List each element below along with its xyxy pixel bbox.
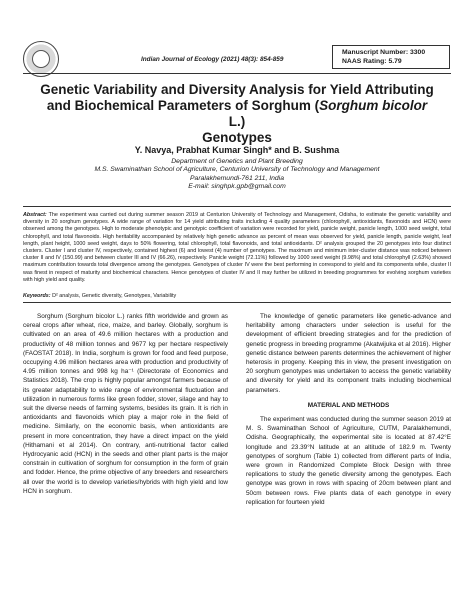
abstract-rule — [23, 206, 451, 207]
paper-title — [40, 82, 434, 146]
manuscript-info-box — [332, 45, 450, 69]
affiliation-department: Department of Genetics and Plant Breeding — [171, 158, 303, 165]
title-line-3: Genotypes — [202, 130, 272, 145]
keywords — [23, 293, 451, 300]
author-list: Y. Navya, Prabhat Kumar Singh* and B. Sushma — [134, 145, 340, 155]
methods-paragraph-1: The experiment was conducted during the summer season 2019 at M. S. Swaminathan School of Agriculture, CUTM, Paralakhemundi, Odisha. Geographically, the experimental site is located at 87.42°E longitude and 23.39°N latitude at an altitude of 182.9 m. Twenty genotypes of sorghum (Table 1) collected from different parts of India, were grown in Randomized Complete Block Design with three replications to study the genetic diversity among the genotypes. Each genotype was grown in rows with spacing of 20cm between plant and 50cm between rows. Five plants data of each genotype in every replication for fourteen yield — [246, 416, 451, 506]
header-rule — [23, 73, 451, 74]
title-line-1: Genetic Variability and Diversity Analysis for Yield Attributing — [40, 82, 434, 97]
keywords-rule — [23, 302, 451, 303]
affiliation-school: M.S. Swaminathan School of Agriculture, Centurion University of Technology and Management — [94, 166, 380, 174]
affiliation — [23, 158, 451, 191]
title-line-2-pre: and Biochemical Parameters of Sorghum ( — [46, 98, 320, 113]
affiliation-email: E-mail: singhpk.gpb@gmail.com — [188, 182, 286, 190]
journal-citation: Indian Journal of Ecology (2021) 48(3): 854-859 — [141, 56, 284, 63]
abstract — [23, 212, 451, 284]
keywords-text: D² analysis, Genetic diversity, Genotypes, Variability — [52, 293, 177, 299]
society-logo — [23, 41, 59, 77]
keywords-label: Keywords: — [23, 293, 51, 299]
body-column-left — [23, 312, 228, 496]
title-line-2-post: L.) — [228, 114, 246, 129]
logo-emblem — [32, 50, 50, 68]
title-species: Sorghum bicolor — [319, 98, 428, 113]
abstract-text: The experiment was carried out during summer season 2019 at Centurion University of Technology and Management, Odisha, to estimate the genetic variability and diversity in 20 sorghum genotypes. A wide range of variation for 14 yield attributing traits including 4 quality parameters (chlorophyll, antioxidants, flavonoids and HCN) were observed among the genotypes. High to moderate phenotypic and genotypic coefficient of variation were recorded for yield, panicle weight, panicle length, 1000 seed weight, total chlorophyll, and total flavonoids. High heritability accompanied by relatively high genetic advance as percent of mean was observed for yield, panicle length, panicle weight, leaf length, plant height, 1000 seed weight, days to 50% flowering, total chlorophyll, total flavonoids, and total antioxidants. D² analysis grouped the 20 genotypes into four distinct clusters. Cluster I and cluster IV, respectively, contained highest (6) and lowest (4) number of genotypes. The maximum and minimum inter-cluster distance was noticed between cluster II and IV (150.99) and between cluster III and IV (66.26), respectively. Panicle weight (72.11%) followed by 1000 seed weight (9.98%) and total chlorophyll (2.63%) showed maximum contribution towards total divergence among the genotypes. Genotypes of cluster IV were the best performing in correspond to yield and its components while, cluster II was finest in respect of maturity and biochemical characters. Hence genotypes of cluster IV and II may further be utilized in breeding programmes for evolving sorghum varieties with high yield and quality. — [23, 212, 452, 283]
intro-paragraph-1: Sorghum (Sorghum bicolor L.) ranks fifth worldwide and grown as cereal crops after wheat, rice, maize, and barley. Globally, sorghum is cultivated on an area of 49.6 million hectares with a production and productivity of 48 million tonnes and 9677 kg per hectare respectively (FAOSTAT 2018). In India, sorghum is grown for food and feed purpose, occupying 4.96 million hectares area with production and productivity of 4.95 million tonnes and 998 kg ha⁻¹ (Directorate of Economics and Statistics 2018). The crop is highly popular amongst farmers because of its greater adaptability to wide range of environmental fluctuation and utilization in numerous forms like green fodder, stover, silage and hay to suit the diverse needs of farming systems, besides its grain. It is rich in antioxidants and flavonoids which play a major role in the field of medicine. Similarly, on the economic basis, when antioxidants are present in more concentration, they have a direct impact on the yield (Hithamani et al 2014). On contrary, anti-nutritional factor called Hydrocyanic acid (HCN) in the seeds and other plant parts is the major constrain in cultivation of sorghum for consumption in the form of grain and fodder. Hence, the prime objective of any breeders and researchers all over the world is to develop varieties/hybrids with high yield and low HCN in sorghum. — [23, 313, 228, 495]
affiliation-location: Paralakhemundi-761 211, India — [190, 174, 284, 182]
manuscript-number: Manuscript Number: 3300 — [342, 49, 426, 56]
abstract-label: Abstract: — [23, 212, 47, 218]
intro-paragraph-2: The knowledge of genetic parameters like genetic-advance and heritability among characters under selection is useful for the development of efficient breeding strategies and for the prediction of genetic progress in breeding programme (Akatwijuka et al 2016). Higher genetic distance between parents determines the achievement of higher heterosis in progeny. Keeping this in view, the present investigation on 20 sorghum genotypes was undertaken to access the genetic variability and diversity for yield and its component traits including biochemical parameters. — [246, 313, 451, 394]
naas-rating: NAAS Rating: 5.79 — [342, 58, 402, 65]
title-line-2 — [40, 98, 434, 130]
body-column-right — [246, 312, 451, 507]
methods-heading: MATERIAL AND METHODS — [307, 401, 390, 409]
